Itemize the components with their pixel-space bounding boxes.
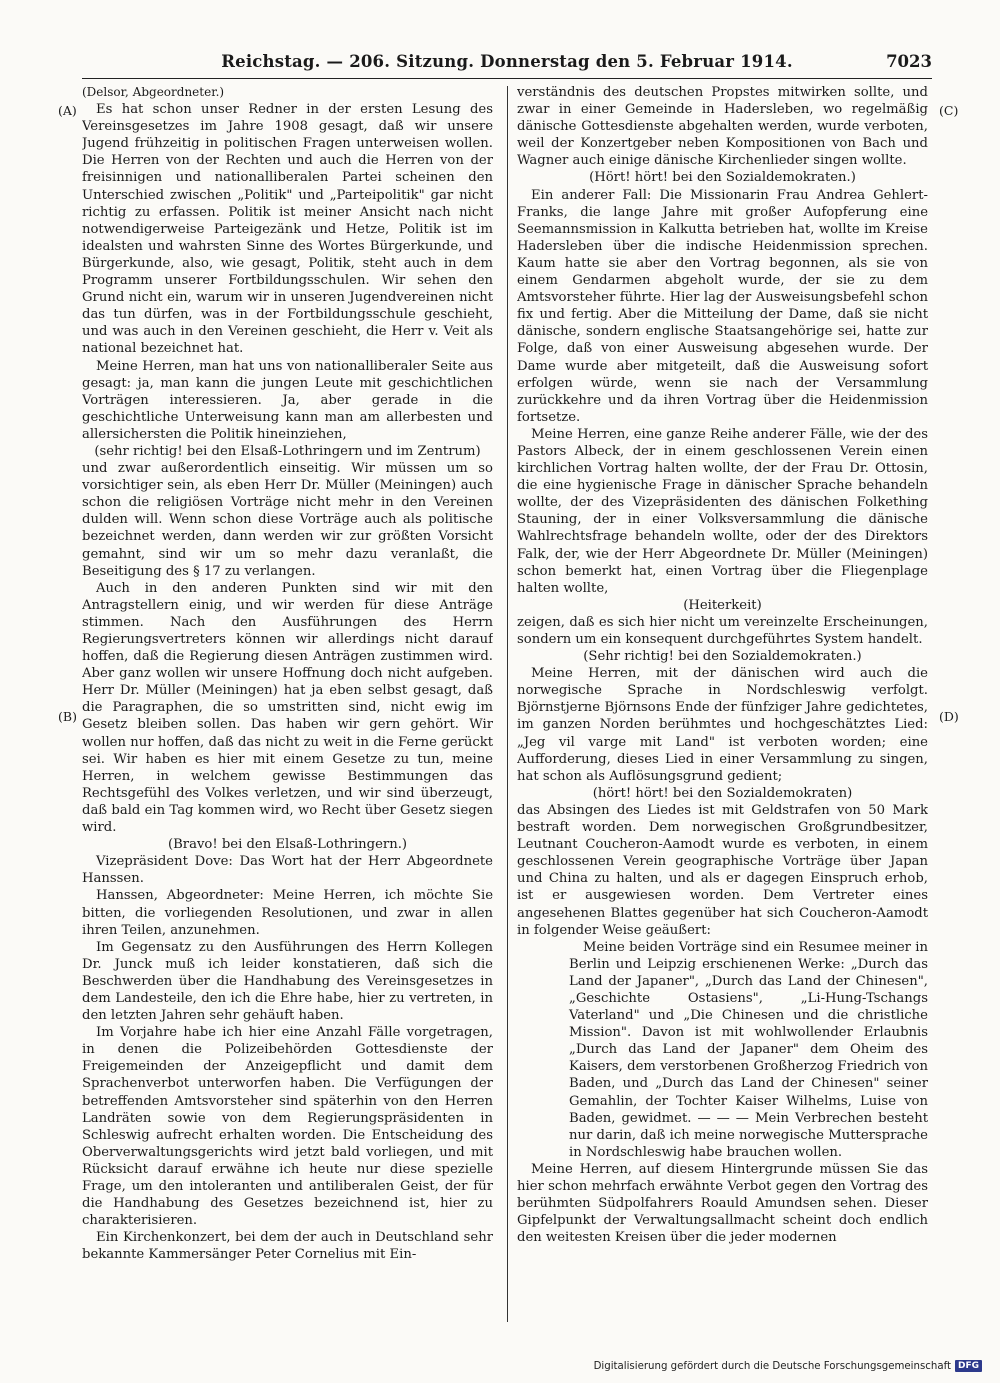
left-column <box>82 84 493 1324</box>
interjection: (Heiterkeit) <box>683 597 762 613</box>
paragraph: Im Gegensatz zu den Ausführungen des Herrn Kollegen Dr. Junck muß ich leider konstatieren, daß sich die Beschwerden über die Handhabung des Vereinsgesetzes in dem Landesteile, den ich die Ehre habe, hier zu vertreten, in den letzten Jahren sehr gehäuft haben. <box>82 939 493 1024</box>
paragraph: Es hat schon unser Redner in der ersten Lesung des Vereinsgesetzes im Jahre 1908 gesagt, daß wir unsere Jugend frühzeitig in politischen Fragen unterweisen wollen. Die Herren von der Rechten und auch die Herren von der freisinnigen und nationalliberalen Partei scheinen den Unterschied zwischen „Politik" und „Parteipolitik" gar nicht richtig zu erfassen. Politik ist meiner Ansicht nach nicht notwendigerweise Parteigezänk und Hetze, Politik ist im idealsten und wahrsten Sinne des Wortes Bürgerkunde, und Bürgerkunde, also, wie gesagt, Politik, steht auch in dem Programm unserer Fortbildungsschulen. Wir sehen den Grund nicht ein, warum wir in unseren Jugendvereinen nicht das tun dürfen, was in der Fortbildungsschule geschieht, und was auch in den Vereinen geschieht, die Herr v. Veit als national bezeichnet hat. <box>82 102 493 357</box>
margin-mark-c: (C) <box>939 103 959 118</box>
paragraph: Meine Herren, auf diesem Hintergrunde müssen Sie das hier schon mehrfach erwähnte Verbot gegen den Vortrag des berühmten Südpolfahrers Roauld Amundsen sehen. Dieser Gipfelpunkt der Verwaltungsallmacht scheint doch endlich den weitesten Kreisen über die jeder modernen <box>517 1161 928 1246</box>
paragraph: Hanssen, Abgeordneter: Meine Herren, ich möchte Sie bitten, die vorliegenden Resolutionen, und zwar in allen ihren Teilen, anzunehmen. <box>82 888 493 938</box>
interjection: (Sehr richtig! bei den Sozialdemokraten.) <box>583 649 862 665</box>
right-column <box>517 84 928 1324</box>
interjection: (sehr richtig! bei den Elsaß-Lothringern und im Zentrum) <box>94 443 481 459</box>
interjection: (Bravo! bei den Elsaß-Lothringern.) <box>167 837 408 853</box>
margin-mark-d: (D) <box>939 709 959 724</box>
column-divider <box>507 86 508 1322</box>
paragraph: Ein Kirchenkonzert, bei dem der auch in Deutschland sehr bekannte Kammersänger Peter Cornelius mit Ein- <box>82 1230 493 1263</box>
page-number: 7023 <box>886 52 932 71</box>
margin-mark-a: (A) <box>58 103 77 118</box>
interjection: (hört! hört! bei den Sozialdemokraten) <box>592 785 853 801</box>
header-title: Reichstag. — 206. Sitzung. Donnerstag den 5. Februar 1914. <box>221 52 793 71</box>
paragraph: Auch in den anderen Punkten sind wir mit den Antragstellern einig, und wir werden für diese Anträge stimmen. Nach den Ausführungen des Herrn Regierungsvertreters können wir allerdings nicht darauf hoffen, daß die Regierung diesen Anträgen zustimmen wird. Aber ganz wollen wir unsere Hoffnung doch nicht aufgeben. Herr Dr. Müller (Meiningen) hat ja eben selbst gesagt, daß die Paragraphen, die so umstritten sind, nicht ewig im Gesetz bleiben sollen. Das haben wir gern gehört. Wir wollen nur hoffen, daß das nicht zu weit in die Ferne gerückt sei. Wir haben es hier mit einem Gesetze zu tun, meine Herren, in welchem gewisse Bestimmungen das Rechtsgefühl des Volkes verletzen, und wir sind überzeugt, daß bald ein Tag kommen wird, wo Recht über Gesetz siegen wird. <box>82 580 493 836</box>
dfg-logo-icon: DFG <box>955 1360 982 1372</box>
paragraph: Vizepräsident Dove: Das Wort hat der Herr Abgeordnete Hanssen. <box>82 854 493 887</box>
page-header <box>82 52 932 79</box>
paragraph: das Absingen des Liedes ist mit Geldstrafen von 50 Mark bestraft worden. Dem norwegischen Großgrundbesitzer, Leutnant Coucheron-Aamodt wurde es verboten, in einem geschlossenen Verein geographische Vorträge über Japan und China zu halten, und als er dagegen Einspruch erhob, ist er ausgewiesen worden. Dem Vertreter eines angesehenen Blattes gegenüber hat sich Coucheron-Aamodt in folgender Weise geäußert: <box>517 802 928 938</box>
speaker-note: (Delsor, Abgeordneter.) <box>82 85 225 99</box>
block-quote: Meine beiden Vorträge sind ein Resumee meiner in Berlin und Leipzig erschienenen Werke: „Durch das Land der Japaner", „Durch das Land der Chinesen", „Geschichte Ostasiens", „Li-Hung-Tschangs Vaterland" und „Die Chinesen und die christliche Mission". Davon ist mit wohlwollender Erlaubnis „Durch das Land der Japaner" dem Oheim des Kaisers, dem verstorbenen Großherzog Friedrich von Baden, und „Durch das Land der Chinesen" seiner Gemahlin, der Tochter Kaiser Wilhelms, Luise von Baden, gewidmet. — — — Mein Verbrechen besteht nur darin, daß ich meine norwegische Muttersprache in Nordschleswig habe brauchen wollen. <box>569 939 928 1160</box>
paragraph: Meine Herren, mit der dänischen wird auch die norwegische Sprache in Nordschleswig verfolgt. Björnstjerne Björnsons Ende der fünfziger Jahre gedichtetes, im ganzen Norden berühmtes und hochgeschätztes Lied: „Jeg vil varge mit Land" ist verboten worden; eine Aufforderung, dieses Lied in einer Versammlung zu singen, hat schon als Auflösungsgrund gedient; <box>517 666 928 784</box>
paragraph: und zwar außerordentlich einseitig. Wir müssen um so vorsichtiger sein, als eben Herr Dr. Müller (Meiningen) auch schon die religiösen Vorträge nicht mehr in den Vereinen dulden will. Wenn schon diese Vorträge auch als politische bezeichnet werden, dann werden wir zur größten Vorsicht gemahnt, sind wir um so mehr dazu veranlaßt, die Beseitigung des § 17 zu verlangen. <box>82 461 493 579</box>
paragraph: Meine Herren, eine ganze Reihe anderer Fälle, wie der des Pastors Albeck, der in einem geschlossenen Verein einen kirchlichen Vortrag halten wollte, der der Frau Dr. Ottosin, die eine hygienische Frage in dänischer Sprache behandeln wollte, der des Vizepräsidenten des dänischen Folkething Stauning, der in einer Volksversammlung die dänische Wahlrechtsfrage behandeln wollte, oder der des Direktors Falk, der, wie der Herr Abgeordnete Dr. Müller (Meiningen) schon bemerkt hat, einen Vortrag über die Fliegenplage halten wollte, <box>517 426 928 596</box>
margin-mark-b: (B) <box>58 709 77 724</box>
footer-text: Digitalisierung gefördert durch die Deutsche Forschungsgemeinschaft <box>593 1360 951 1372</box>
paragraph: Meine Herren, man hat uns von nationalliberaler Seite aus gesagt: ja, man kann die jungen Leute mit geschichtlichen Vorträgen interessieren. Ja, aber gerade in die geschichtliche Unterweisung kann man am allerbesten und allersichersten die Politik hineinziehen, <box>82 358 493 442</box>
paragraph: Ein anderer Fall: Die Missionarin Frau Andrea Gehlert-Franks, die lange Jahre mit großer Aufopferung eine Seemannsmission in Kalkutta betrieben hat, wollte im Kreise Hadersleben über die indische Heidenmission sprechen. Kaum hatte sie aber den Vortrag begonnen, als sie von einem Gendarmen abgeholt wurde, der sie zu dem Amtsvorsteher führte. Hier lag der Ausweisungsbefehl schon fix und fertig. Aber die Mitteilung der Dame, daß sie nicht dänische, sondern englische Staatsangehörige sei, hatte zur Folge, daß von einer Ausweisung abgesehen wurde. Der Dame wurde aber mitgeteilt, daß die Ausweisung sofort erfolgen würde, wenn sie nach der Versammlung zurückkehre und da ihren Vortrag über die Heidenmission fortsetze. <box>517 187 928 425</box>
paragraph: verständnis des deutschen Propstes mitwirken sollte, und zwar in einer Gemeinde in Hadersleben, wo regelmäßig dänische Gottesdienste abgehalten werden, wurde verboten, weil der Konzertgeber neben Kompositionen von Bach und Wagner auch einige dänische Kirchenlieder singen wollte. <box>517 85 928 169</box>
paragraph: zeigen, daß es sich hier nicht um vereinzelte Erscheinungen, sondern um ein konsequent durchgeführtes System handelt. <box>517 614 928 647</box>
paragraph: Im Vorjahre habe ich hier eine Anzahl Fälle vorgetragen, in denen die Polizeibehörden Gottesdienste der Freigemeinden der Anzeigepflicht und damit dem Sprachenverbot unterworfen haben. Die Verfügungen der betreffenden Amtsvorsteher sind späterhin von den Herren Landräten sowie von dem Regierungspräsidenten in Schleswig aufrecht erhalten worden. Die Entscheidung des Oberverwaltungsgerichts wird jetzt bald vorliegen, und mit Rücksicht darauf erwähne ich heute nur diese spezielle Frage, um den intoleranten und antiliberalen Geist, der für die Handhabung des Gesetzes bezeichnend ist, hier zu charakterisieren. <box>82 1025 493 1229</box>
footer <box>594 1360 982 1372</box>
interjection: (Hört! hört! bei den Sozialdemokraten.) <box>589 170 856 186</box>
